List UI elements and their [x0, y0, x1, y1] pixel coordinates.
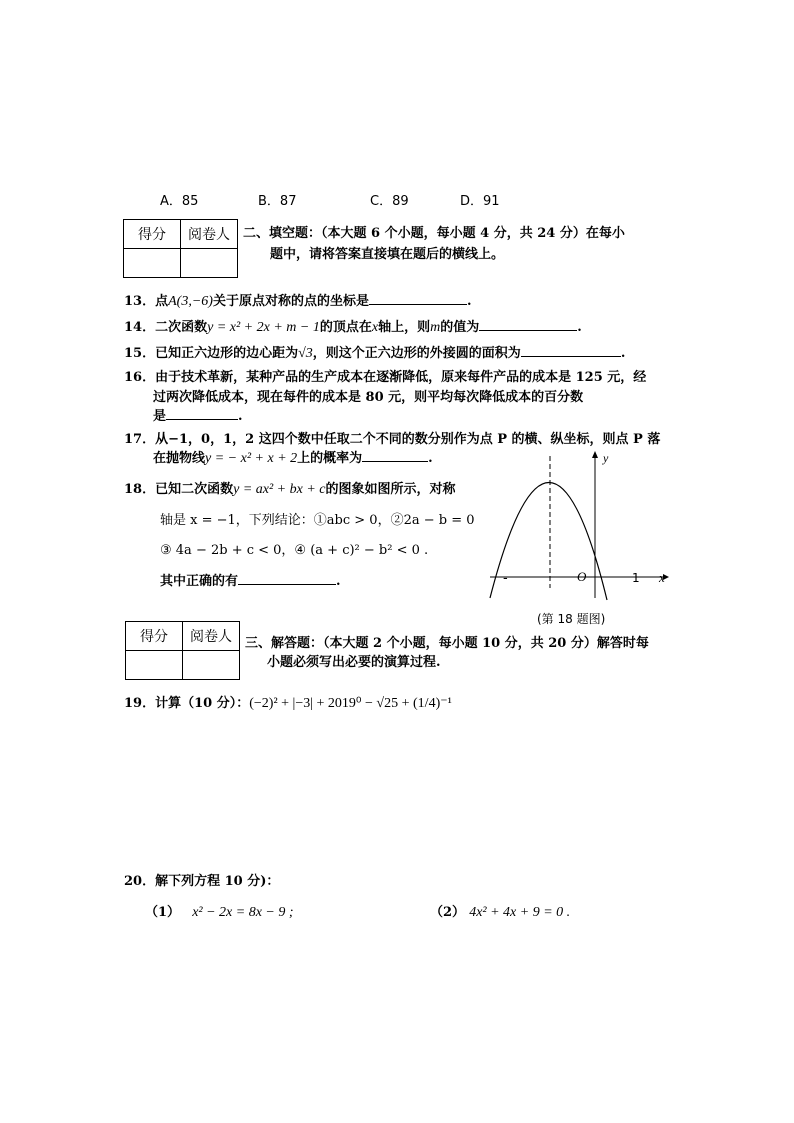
question-14 [124, 316, 582, 336]
part-label: （1） [145, 905, 181, 920]
math-expression: y = ax² + bx + c [233, 482, 326, 497]
question-end: . [577, 320, 582, 335]
question-text: 的顶点在 [319, 320, 372, 335]
math-expression: y = − x² + x + 2 [205, 451, 298, 466]
option-a: A．85 [160, 194, 199, 209]
question-text: 已知二次函数 [155, 482, 234, 497]
question-number: 13． [124, 294, 156, 309]
question-17-line1 [124, 428, 660, 447]
score-table-section2 [123, 219, 238, 278]
math-expression: x [371, 320, 379, 335]
question-text: 点 [155, 294, 169, 309]
question-end: . [466, 294, 472, 309]
section2-heading-line2: 题中，请将答案直接填在题后的横线上。 [270, 247, 505, 262]
question-15 [124, 342, 625, 362]
math-expression: A(3,−6) [168, 294, 213, 309]
question-text: 二次函数 [155, 320, 208, 335]
question-19 [124, 692, 452, 712]
answer-blank[interactable] [238, 572, 336, 585]
question-13 [124, 290, 471, 310]
answer-blank[interactable] [369, 292, 467, 305]
answer-blank[interactable] [362, 449, 428, 462]
question-label: 19．计算（10 分）： [124, 696, 250, 711]
grader-cell [181, 249, 238, 278]
grader-header: 阅卷人 [181, 220, 238, 249]
question-text: 的值为 [440, 320, 480, 335]
question-number: 15． [124, 346, 156, 361]
answer-blank[interactable] [166, 407, 238, 420]
score-header: 得分 [124, 220, 181, 249]
math-expression: √3 [298, 346, 313, 361]
question-18-line1 [124, 478, 456, 498]
question-end: . [238, 409, 243, 424]
question-20-part1 [145, 901, 294, 921]
score-table-section3 [125, 621, 240, 680]
math-expression: m [430, 320, 441, 335]
question-text: 上的概率为 [297, 451, 363, 466]
y-axis-arrow [592, 451, 598, 458]
answer-blank[interactable] [479, 318, 577, 331]
question-end: . [428, 451, 433, 466]
question-number: 18． [124, 482, 156, 497]
score-header: 得分 [126, 622, 183, 651]
section2-heading-line1: 二、填空题：（本大题 6 个小题，每小题 4 分，共 24 分）在每小 [243, 226, 625, 241]
tick-label-neg: - [503, 571, 508, 586]
question-18-line2: 轴是 x = −1，下列结论：①abc > 0，②2a − b = 0 [160, 513, 475, 528]
option-c: C．89 [370, 194, 409, 209]
question-18-line4 [160, 570, 341, 589]
question-number: 16． [124, 370, 156, 385]
question-text: 由于技术革新，某种产品的生产成本在逐渐降低，原来每件产品的成本是 125 元，经 [155, 370, 647, 385]
question-text: 从−1，0，1，2 这四个数中任取二个不同的数分别作为点 P 的横、纵坐标，则点 P 落 [155, 432, 661, 447]
x-axis-label: x [659, 570, 665, 585]
question-16-line3 [153, 405, 243, 424]
question-text: 是 [153, 409, 167, 424]
option-d: D．91 [460, 194, 500, 209]
question-number: 14． [124, 320, 156, 335]
question-18-line3: ③ 4a − 2b + c < 0，④ (a + c)² − b² < 0 . [160, 543, 429, 558]
parabola-figure [485, 448, 675, 608]
question-text: 已知正六边形的边心距为 [155, 346, 299, 361]
question-17-line2 [153, 447, 433, 467]
part-label: （2） [430, 905, 466, 920]
question-text: 其中正确的有 [160, 574, 239, 589]
math-expression: y = x² + 2x + m − 1 [207, 320, 320, 335]
question-text: 轴上，则 [378, 320, 431, 335]
origin-label: O [577, 569, 587, 584]
question-end: . [336, 574, 341, 589]
question-16-line1 [124, 366, 646, 385]
math-expression: x² − 2x = 8x − 9 ; [192, 905, 294, 920]
grader-header: 阅卷人 [183, 622, 240, 651]
question-20-part2 [430, 901, 570, 921]
question-20: 20．解下列方程 10 分)： [124, 874, 280, 889]
math-expression: 4x² + 4x + 9 = 0 . [469, 905, 571, 920]
question-number: 17． [124, 432, 156, 447]
y-axis-label: y [603, 451, 609, 465]
question-16-line2: 过两次降低成本，现在每件的成本是 80 元，则平均每次降低成本的百分数 [153, 390, 584, 405]
question-text: ，则这个正六边形的外接圆的面积为 [312, 346, 521, 361]
tick-label-one: 1 [632, 571, 640, 585]
score-cell [124, 249, 181, 278]
question-text: 的图象如图所示，对称 [325, 482, 456, 497]
option-b: B．87 [258, 194, 297, 209]
question-text: 在抛物线 [153, 451, 206, 466]
section3-heading-line2: 小题必须写出必要的演算过程. [267, 655, 441, 670]
figure-caption: (第 18 题图) [537, 612, 606, 626]
section3-heading-line1: 三、解答题：（本大题 2 个小题，每小题 10 分，共 20 分）解答时每 [245, 636, 649, 651]
math-expression: (−2)² + |−3| + 2019⁰ − √25 + (1/4)⁻¹ [249, 696, 452, 711]
question-end: . [620, 346, 626, 361]
answer-blank[interactable] [521, 344, 621, 357]
score-cell [126, 651, 183, 680]
question-text: 关于原点对称的点的坐标是 [212, 294, 369, 309]
grader-cell [183, 651, 240, 680]
